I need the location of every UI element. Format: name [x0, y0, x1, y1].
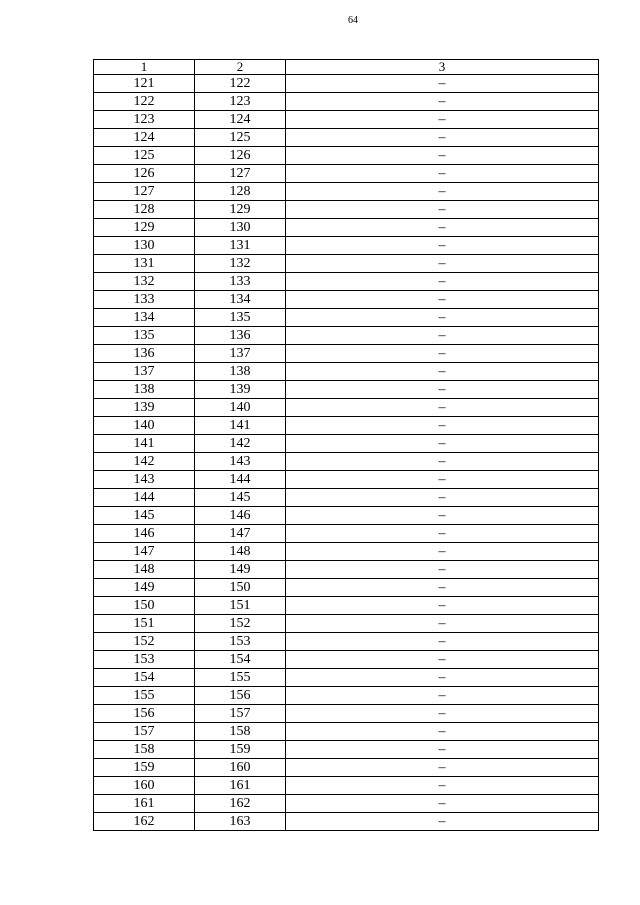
table-cell-col-3: –: [286, 381, 599, 399]
table-cell-col-3: –: [286, 399, 599, 417]
table-row: [94, 813, 599, 831]
table-row: [94, 219, 599, 237]
table-row: [94, 147, 599, 165]
table-cell-col-3: –: [286, 669, 599, 687]
table-cell-col-2: 159: [195, 741, 286, 759]
table-cell-col-3: –: [286, 759, 599, 777]
table-row: [94, 255, 599, 273]
table-cell-col-2: 151: [195, 597, 286, 615]
table-row: [94, 795, 599, 813]
table-cell-col-3: –: [286, 417, 599, 435]
table-row: [94, 237, 599, 255]
table-cell-col-2: 145: [195, 489, 286, 507]
table-row: [94, 561, 599, 579]
table-cell-col-1: 152: [94, 633, 195, 651]
table-cell-col-1: 132: [94, 273, 195, 291]
table-cell-col-1: 147: [94, 543, 195, 561]
table-cell-col-3: –: [286, 597, 599, 615]
table-cell-col-3: –: [286, 183, 599, 201]
table-cell-col-3: –: [286, 345, 599, 363]
table-cell-col-3: –: [286, 633, 599, 651]
table-cell-col-2: 122: [195, 75, 286, 93]
table-cell-col-2: 137: [195, 345, 286, 363]
table-cell-col-3: –: [286, 651, 599, 669]
table-cell-col-3: –: [286, 111, 599, 129]
table-cell-col-3: –: [286, 255, 599, 273]
table-cell-col-1: 127: [94, 183, 195, 201]
table-row: [94, 471, 599, 489]
table-cell-col-1: 153: [94, 651, 195, 669]
table-row: [94, 741, 599, 759]
table-cell-col-3: –: [286, 471, 599, 489]
table-cell-col-1: 124: [94, 129, 195, 147]
table-cell-col-1: 150: [94, 597, 195, 615]
table-cell-col-1: 149: [94, 579, 195, 597]
table-cell-col-2: 149: [195, 561, 286, 579]
table-row: [94, 723, 599, 741]
table-cell-col-1: 130: [94, 237, 195, 255]
table-cell-col-1: 151: [94, 615, 195, 633]
table-cell-col-1: 142: [94, 453, 195, 471]
table-row: [94, 129, 599, 147]
table-cell-col-1: 155: [94, 687, 195, 705]
table-cell-col-2: 124: [195, 111, 286, 129]
table-cell-col-1: 129: [94, 219, 195, 237]
table-row: [94, 381, 599, 399]
table-cell-col-2: 148: [195, 543, 286, 561]
table-cell-col-2: 153: [195, 633, 286, 651]
table-cell-col-2: 134: [195, 291, 286, 309]
table-cell-col-3: –: [286, 813, 599, 831]
table-cell-col-2: 158: [195, 723, 286, 741]
table-cell-col-2: 150: [195, 579, 286, 597]
table-cell-col-2: 129: [195, 201, 286, 219]
table-row: [94, 417, 599, 435]
table-cell-col-2: 152: [195, 615, 286, 633]
table-cell-col-3: –: [286, 93, 599, 111]
table-row: [94, 93, 599, 111]
table-cell-col-2: 125: [195, 129, 286, 147]
column-header-2: 2: [195, 60, 286, 75]
table-cell-col-3: –: [286, 165, 599, 183]
table-cell-col-1: 134: [94, 309, 195, 327]
table-cell-col-2: 139: [195, 381, 286, 399]
table-cell-col-2: 163: [195, 813, 286, 831]
table-cell-col-2: 123: [195, 93, 286, 111]
table-cell-col-2: 156: [195, 687, 286, 705]
table-cell-col-1: 148: [94, 561, 195, 579]
table-cell-col-1: 136: [94, 345, 195, 363]
table-row: [94, 363, 599, 381]
table-cell-col-1: 160: [94, 777, 195, 795]
table-row: [94, 651, 599, 669]
table-cell-col-2: 160: [195, 759, 286, 777]
table-cell-col-3: –: [286, 327, 599, 345]
table-cell-col-3: –: [286, 219, 599, 237]
table-cell-col-2: 135: [195, 309, 286, 327]
table-cell-col-3: –: [286, 435, 599, 453]
table-cell-col-3: –: [286, 687, 599, 705]
table-cell-col-1: 146: [94, 525, 195, 543]
table-cell-col-3: –: [286, 453, 599, 471]
table-cell-col-3: –: [286, 147, 599, 165]
table-cell-col-2: 141: [195, 417, 286, 435]
table-cell-col-1: 156: [94, 705, 195, 723]
table-cell-col-3: –: [286, 291, 599, 309]
table-row: [94, 111, 599, 129]
table-cell-col-3: –: [286, 579, 599, 597]
table-row: [94, 309, 599, 327]
table-body: [94, 75, 599, 831]
table-cell-col-2: 132: [195, 255, 286, 273]
table-row: [94, 579, 599, 597]
table-cell-col-2: 157: [195, 705, 286, 723]
table-row: [94, 543, 599, 561]
table-cell-col-3: –: [286, 237, 599, 255]
table-cell-col-1: 133: [94, 291, 195, 309]
table-cell-col-2: 140: [195, 399, 286, 417]
table-cell-col-2: 146: [195, 507, 286, 525]
table-cell-col-3: –: [286, 777, 599, 795]
table-cell-col-1: 131: [94, 255, 195, 273]
table-cell-col-3: –: [286, 309, 599, 327]
table-cell-col-3: –: [286, 489, 599, 507]
table-cell-col-1: 161: [94, 795, 195, 813]
table-cell-col-1: 128: [94, 201, 195, 219]
table-cell-col-3: –: [286, 363, 599, 381]
table-cell-col-1: 125: [94, 147, 195, 165]
table-cell-col-3: –: [286, 561, 599, 579]
table-row: [94, 291, 599, 309]
table-cell-col-1: 140: [94, 417, 195, 435]
table-cell-col-2: 126: [195, 147, 286, 165]
table-cell-col-3: –: [286, 507, 599, 525]
table-row: [94, 759, 599, 777]
table-row: [94, 507, 599, 525]
header-row: [94, 60, 599, 75]
page-number: 64: [348, 15, 358, 26]
table-row: [94, 687, 599, 705]
table-cell-col-1: 159: [94, 759, 195, 777]
table-row: [94, 633, 599, 651]
table-row: [94, 273, 599, 291]
table-cell-col-3: –: [286, 741, 599, 759]
table-cell-col-1: 121: [94, 75, 195, 93]
table-cell-col-2: 128: [195, 183, 286, 201]
column-header-3: 3: [286, 60, 599, 75]
table-cell-col-2: 131: [195, 237, 286, 255]
column-header-1: 1: [94, 60, 195, 75]
table-row: [94, 489, 599, 507]
table-cell-col-3: –: [286, 273, 599, 291]
table-cell-col-2: 162: [195, 795, 286, 813]
table-cell-col-1: 158: [94, 741, 195, 759]
table-cell-col-3: –: [286, 615, 599, 633]
table-cell-col-2: 138: [195, 363, 286, 381]
table-cell-col-2: 161: [195, 777, 286, 795]
table-row: [94, 165, 599, 183]
data-table: [93, 59, 599, 831]
table-row: [94, 345, 599, 363]
table-row: [94, 201, 599, 219]
table-cell-col-2: 127: [195, 165, 286, 183]
table-cell-col-1: 139: [94, 399, 195, 417]
table-cell-col-2: 136: [195, 327, 286, 345]
table-cell-col-3: –: [286, 795, 599, 813]
table-cell-col-3: –: [286, 705, 599, 723]
table-cell-col-3: –: [286, 129, 599, 147]
table-row: [94, 615, 599, 633]
table-row: [94, 435, 599, 453]
table-cell-col-1: 138: [94, 381, 195, 399]
table-row: [94, 183, 599, 201]
table-cell-col-3: –: [286, 525, 599, 543]
table-row: [94, 75, 599, 93]
table-cell-col-1: 157: [94, 723, 195, 741]
table-cell-col-3: –: [286, 75, 599, 93]
table-row: [94, 399, 599, 417]
table-cell-col-3: –: [286, 201, 599, 219]
table-cell-col-2: 130: [195, 219, 286, 237]
table-cell-col-3: –: [286, 723, 599, 741]
table-cell-col-1: 135: [94, 327, 195, 345]
table-row: [94, 453, 599, 471]
table-cell-col-1: 137: [94, 363, 195, 381]
table-cell-col-2: 133: [195, 273, 286, 291]
table-cell-col-2: 143: [195, 453, 286, 471]
table-cell-col-1: 126: [94, 165, 195, 183]
table-cell-col-1: 145: [94, 507, 195, 525]
table-cell-col-3: –: [286, 543, 599, 561]
table-row: [94, 597, 599, 615]
table-cell-col-2: 144: [195, 471, 286, 489]
table-cell-col-2: 154: [195, 651, 286, 669]
table-row: [94, 525, 599, 543]
table-row: [94, 777, 599, 795]
table-row: [94, 669, 599, 687]
table-row: [94, 705, 599, 723]
table-cell-col-1: 143: [94, 471, 195, 489]
table-cell-col-1: 122: [94, 93, 195, 111]
table-cell-col-2: 147: [195, 525, 286, 543]
table-cell-col-2: 142: [195, 435, 286, 453]
table-header: [94, 60, 599, 75]
table-cell-col-1: 144: [94, 489, 195, 507]
table-cell-col-2: 155: [195, 669, 286, 687]
table-row: [94, 327, 599, 345]
table-cell-col-1: 141: [94, 435, 195, 453]
table-cell-col-1: 162: [94, 813, 195, 831]
table-cell-col-1: 154: [94, 669, 195, 687]
table-cell-col-1: 123: [94, 111, 195, 129]
